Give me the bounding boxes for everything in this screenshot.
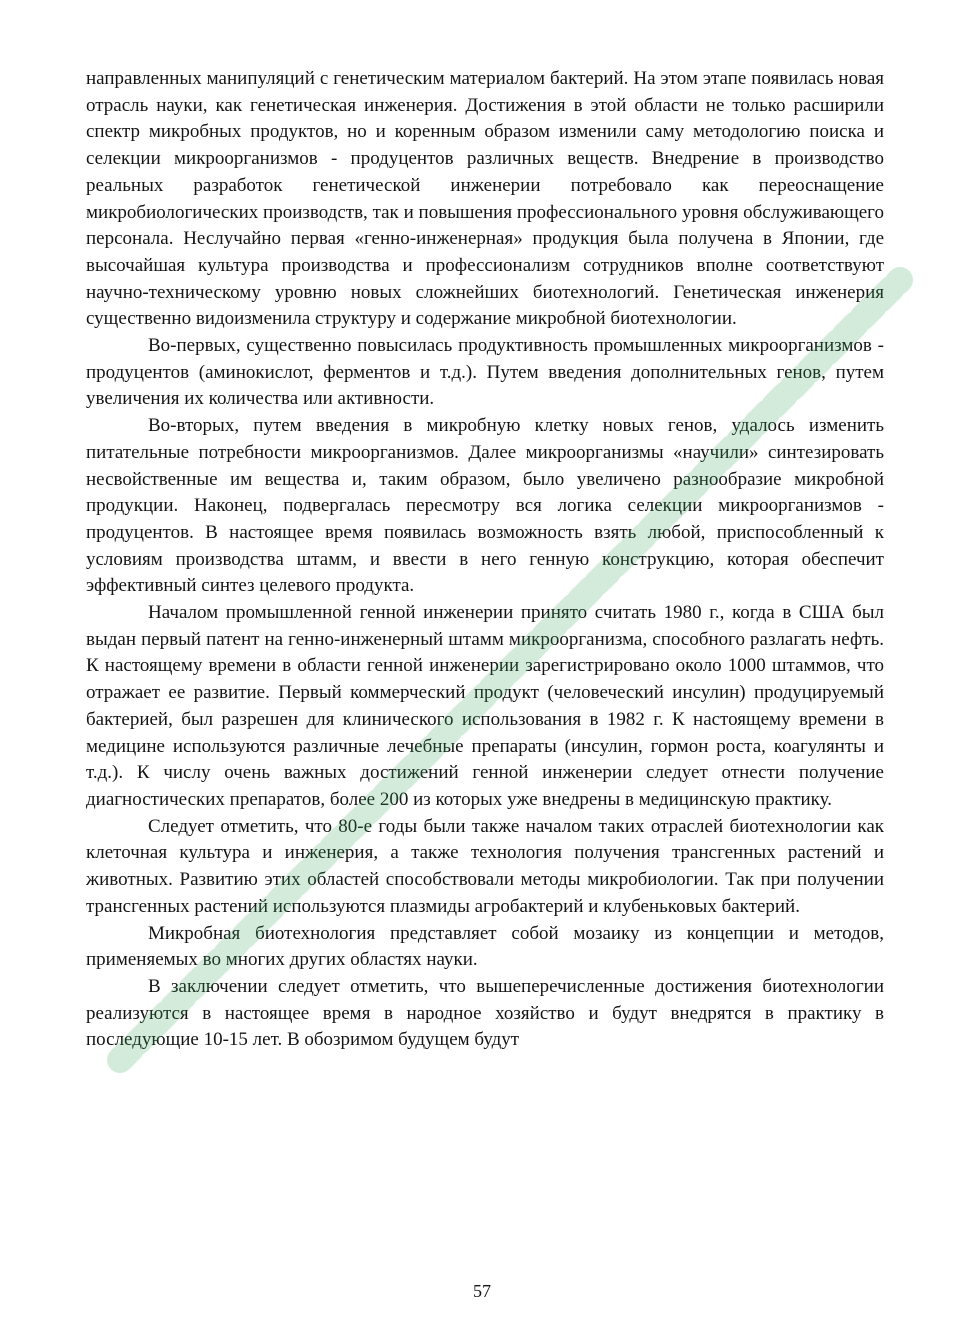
page-number: 57	[473, 1281, 491, 1301]
paragraph-first-point: Во-первых, существенно повысилась продуктивность промышленных микроорганизмов - продуцентов (аминокислот, ферментов и т.д.). Путем введения дополнительных генов, путем увеличения их количества или активности.	[86, 335, 884, 410]
body-text	[86, 66, 884, 1054]
paragraph-eighties: Следует отметить, что 80-е годы были также началом таких отраслей биотехнологии как клеточная культура и инженерия, а также технология получения трансгенных растений и животных. Развитию этих областей способствовали методы микробиологии. Так при получении трансгенных растений используются плазмиды агробактерий и клубеньковых бактерий.	[86, 815, 884, 917]
paragraph-conclusion: В заключении следует отметить, что вышеперечисленные достижения биотехнологии реализуются в настоящее время в народное хозяйство и будут внедрятся в практику в последующие 10-15 лет. В обозримом будущем будут	[86, 975, 884, 1051]
paragraph-microbial-biotech: Микробная биотехнология представляет собой мозаику из концепции и методов, применяемых во многих других областях науки.	[86, 922, 884, 971]
paragraph-continued: направленных манипуляций с генетическим материалом бактерий. На этом этапе появилась новая отрасль науки, как генетическая инженерия. Достижения в этой области не только расширили спектр микробных продуктов, но и коренным образом изменили саму методологию поиска и селекции микроорганизмов - продуцентов различных веществ. Внедрение в производство реальных разработок генетической инженерии потребовало как переоснащение микробиологических производств, так и повышения профессионального уровня обслуживающего персонала. Неслучайно первая «генно-инженерная» продукция была получена в Японии, где высочайшая культура производства и профессионализм сотрудников вполне соответствуют научно-техническому уровню новых сложнейших биотехнологий. Генетическая инженерия существенно видоизменила структуру и содержание микробной биотехнологии.	[86, 68, 884, 330]
paragraph-industrial-genetic-engineering: Началом промышленной генной инженерии принято считать 1980 г., когда в США был выдан первый патент на генно-инженерный штамм микроорганизма, способного разлагать нефть. К настоящему времени в области генной инженерии зарегистрировано около 1000 штаммов, что отражает ее развитие. Первый коммерческий продукт (человеческий инсулин) продуцируемый бактерией, был разрешен для клинического использования в 1982 г. К настоящему времени в медицине используются различные лечебные препараты (инсулин, гормон роста, коагулянты и т.д.). К числу очень важных достижений генной инженерии следует отнести получение диагностических препаратов, более 200 из которых уже внедрены в медицинскую практику.	[86, 602, 884, 810]
paragraph-second-point: Во-вторых, путем введения в микробную клетку новых генов, удалось изменить питательные потребности микроорганизмов. Далее микроорганизмы «научили» синтезировать несвойственные им вещества и, таким образом, было увеличено разнообразие микробной продукции. Наконец, подвергалась пересмотру вся логика селекции микроорганизмов - продуцентов. В настоящее время появилась возможность взять любой, приспособленный к условиям производства штамм, и ввести в него генную конструкцию, которая обеспечит эффективный синтез целевого продукта.	[86, 415, 884, 597]
